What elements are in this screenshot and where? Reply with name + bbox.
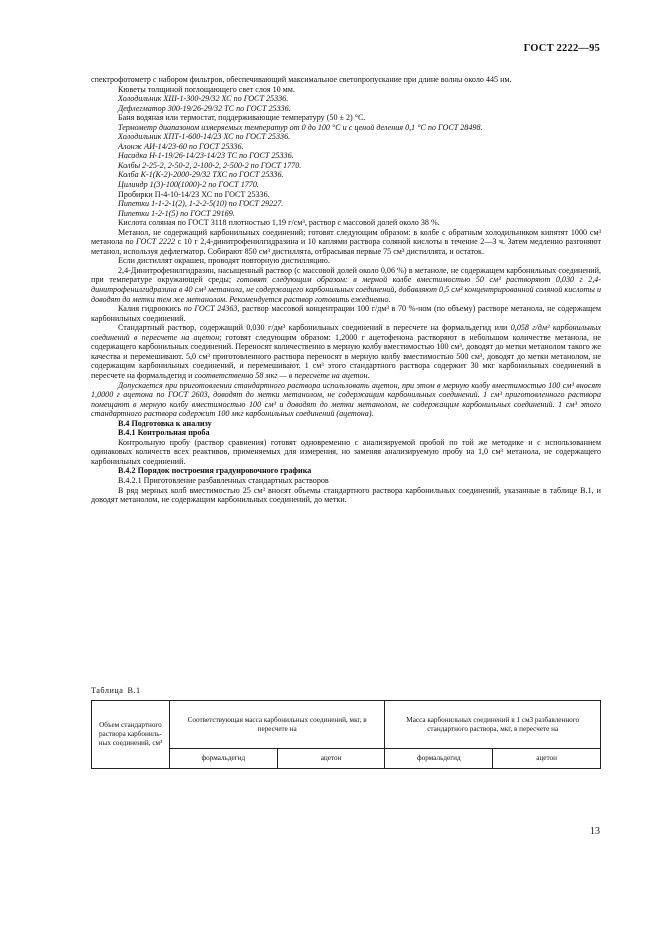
paragraph-b421: В.4.2.1 Приготовление разбавленных стандартных растворов [118, 475, 329, 485]
heading-b4: В.4 Подготовка к анализу [118, 418, 212, 428]
paragraph-spectrophotometer: спектрофотометр с набором фильтров, обеспечивающий максимальное светопропускание при длине волны около 445 нм. [91, 75, 512, 84]
table-subheader-formaldehyde-2: формальдегид [385, 749, 493, 769]
std-text-c: ; готовят следующим образом: 1,2000 г ацетофенона растворяют в небольшом количестве метанола, не содержащего карбонильных соединений. Переносят количественно в мерную колбу вместимостью 100 см³, доводят до метки метанолом такого же качества и перемешивают. 5,0 см³ приготовленного раствора переносят в мерную колбу вместимостью 500 см³, доводят до метки метанолом, не содержащим карбонильных соединений, и перемешивают. 1 см³ этого стандартного раствора содержит 30 мкг карбонильных соединений в пересчете на формальдегид и [91, 332, 601, 380]
table-subheader-acetone-1: ацетон [277, 749, 385, 769]
table-caption [91, 686, 141, 696]
table-subheader-formaldehyde-1: формальдегид [169, 749, 277, 769]
heading-b42: В.4.2 Порядок построения градуировочного графика [118, 466, 312, 476]
paragraph-potassium-hydroxide [91, 304, 601, 323]
table-header-volume: Объем стандартного раствора карбониль-ных соединений, см³ [92, 701, 170, 769]
document-body [91, 75, 601, 505]
paragraph-methanol [91, 228, 601, 257]
gost-header: ГОСТ 2222—95 [523, 43, 600, 54]
paragraph-test-tubes: Пробирки П-4-10-14/23 ХС по ГОСТ 25336. [118, 189, 270, 199]
dnph-text-b: готовят следующим образом: в мерной колбе вместимостью 50 см³ растворяют 0,030 г 2,4-динитрофенилгидразина в 40 см³ метанола, не содержащего карбонильных соединений, добавляют 0,5 см³ концентрированной соляной кислоты и доводят до метки тем же метанолом. Рекомендуется раствор готовить ежедневно. [91, 275, 602, 304]
methanol-text-c: с 10 г 2,4-динитрофенилгидразина и 10 каплями раствора соляной кислоты в течение 2—3 ч. Затем медленно разгоняют метанол, используя дефлегматор. Собирают 850 см³ дистиллята, отбрасывая первые 75 см³ дистиллята, и остаток. [91, 237, 602, 256]
std-text-a: Стандартный раствор, содержащий 0,030 г/дм³ карбонильных соединений в пересчете на формальдегид или [118, 323, 511, 333]
table-subheader-acetone-2: ацетон [493, 749, 601, 769]
paragraph-volumetric-flasks: В ряд мерных колб вместимостью 25 см³ вносят объемы стандартного раствора карбонильных соединений, указанные в таблице В.1, и доводят метанолом, не содержащим карбонильных соединений, до метки. [91, 485, 601, 505]
table-header-row [92, 701, 601, 749]
paragraph-cooler-1: Холодильник ХШ-1-300-29/32 ХС по ГОСТ 25336. [118, 94, 289, 104]
table-b1 [91, 700, 601, 769]
paragraph-water-bath: Баня водяная или термостат, поддерживающие температуру (50 ± 2) °С. [118, 113, 366, 123]
std-text-d: соответственно 58 мкг — в пересчете на ацетон. [194, 370, 370, 380]
paragraph-cooler-2: Холодильник ХПТ-1-600-14/23 ХС по ГОСТ 25336. [118, 132, 291, 142]
paragraph-alonzh: Алонж АИ-14/23-60 по ГОСТ 25336. [118, 141, 244, 151]
paragraph-standard-solution [91, 323, 601, 380]
page-number: 13 [590, 826, 600, 837]
std-text-b: 0,058 г/дм³ карбонильных соединений в пересчете на ацетон [91, 323, 601, 342]
paragraph-cuvettes: Кюветы толщиной поглощающего свет слоя 10 мм. [118, 84, 295, 94]
paragraph-pipettes-1: Пипетки 1-1-2-1(2), 1-2-2-5(10) по ГОСТ 29227. [118, 199, 284, 209]
methanol-text-b: по ГОСТ 2222 [125, 237, 176, 247]
paragraph-flask: Колба К-1(К-2)-2000-29/32 ТХС по ГОСТ 25336. [118, 170, 284, 180]
table-header-corresponding-mass: Соответствующая масса карбонильных соединений, мкг, в пересчете на [169, 701, 385, 749]
koh-text-b: по ГОСТ 24363 [183, 304, 238, 314]
paragraph-thermometer: Термометр диапазоном измеряемых температур от 0 до 100 °С и с ценой деления 0,1 °С по ГОСТ 28498. [118, 122, 483, 132]
koh-text-c: , раствор массовой концентрации 100 г/дм³ в 70 %-ном (по объему) растворе метанола, не содержащем карбонильных соединений. [91, 304, 601, 323]
paragraph-acetone-allowed: Допускается при приготовлении стандартного раствора использовать ацетон, при этом в мерную колбу вместимостью 100 см³ вносят 1,0000 г ацетона по ГОСТ 2603, доводят до метки метанолом, не содержащим карбонильных соединений. 1 см³ приготовленного раствора помещают в мерную колбу вместимостью 100 см³ и доводят до метки метанолом, не содержащим карбонильных соединений. 1 см³ этого стандартного раствора содержит 100 мкг карбонильных соединений (ацетона). [91, 380, 601, 419]
paragraph-control-sample: Контрольную пробу (раствор сравнения) готовят одновременно с анализируемой пробой по той же методике и с использованием одинаковых количеств всех реактивов, применяемых для измерения, но заменяя анализируемую пробу на 1,0 см³ метанола, не содержащего карбонильных соединений. [91, 437, 601, 466]
paragraph-hydrochloric-acid: Кислота соляная по ГОСТ 3118 плотностью 1,19 г/см³, раствор с массовой долей около 38 %. [118, 218, 440, 228]
paragraph-nasadka: Насадка Н-1-19/26-14/23-14/23 ТС по ГОСТ 25336. [118, 151, 294, 161]
paragraph-cylinder: Цилиндр 1(3)-100(1000)-2 по ГОСТ 1770. [118, 180, 259, 190]
paragraph-flasks: Колбы 2-25-2, 2-50-2, 2-100-2, 2-500-2 по ГОСТ 1770. [118, 160, 302, 170]
paragraph-redistillation: Если дистиллят окрашен, проводят повторную дистилляцию. [118, 256, 330, 266]
paragraph-pipettes-2: Пипетки 1-2-1(5) по ГОСТ 29169. [118, 208, 235, 218]
table-caption-word: Таблица [91, 686, 124, 695]
methanol-text-a: Метанол, не содержащий карбонильных соединений; готовят следующим образом: в колбе с обратным холодильником кипятят 1000 см³ метанола [91, 227, 601, 247]
dnph-text-a: 2,4-Динитрофенилгидразин, насыщенный раствор (с массовой долей около 0,06 %) в метаноле, не содержащем карбонильных соединений, при температуре окружающей среды; [91, 265, 601, 285]
koh-text-a: Калия гидроокись [118, 304, 184, 314]
table-header-mass-per-cm3: Масса карбонильных соединений в 1 см3 разбавленного стандартного раствора, мкг, в пересчете на [385, 701, 601, 749]
paragraph-deflegmator: Дефлегматор 300-19/26-29/32 ТС по ГОСТ 25336. [118, 103, 291, 113]
heading-b41: В.4.1 Контрольная проба [118, 428, 210, 438]
paragraph-dnph [91, 266, 601, 304]
table-caption-number: В.1 [127, 686, 141, 695]
